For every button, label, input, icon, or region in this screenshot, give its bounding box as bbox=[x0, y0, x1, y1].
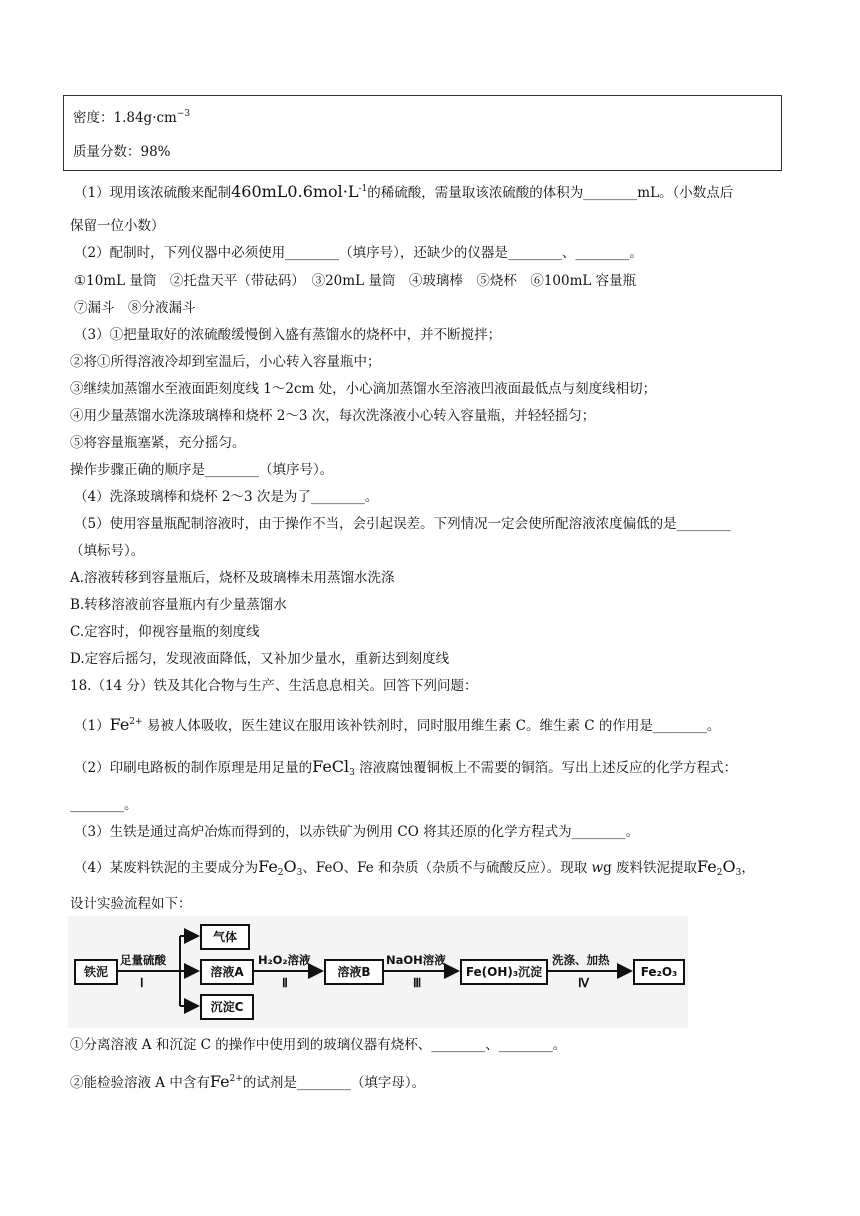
subscript: 3 bbox=[296, 868, 303, 878]
reagent-h2o2: H₂O₂溶液 bbox=[258, 953, 311, 967]
subscript: 2 bbox=[716, 868, 723, 878]
text: 易被人体吸收，医生建议在服用该补铁剂时，同时服用维生素 C。维生素 C 的作用是________。 bbox=[142, 718, 721, 734]
reagent-wash-heat: 洗涤、加热 bbox=[552, 953, 610, 967]
text: ， bbox=[741, 860, 755, 876]
subscript: 2 bbox=[277, 868, 284, 878]
formula: Fe bbox=[258, 857, 278, 876]
text: 溶液腐蚀覆铜板上不需要的铜箔。写出上述反应的化学方程式： bbox=[354, 760, 738, 776]
text: 、FeO、Fe 和杂质（杂质不与硫酸反应）。现取 bbox=[302, 860, 592, 876]
gas-box: 气体 bbox=[200, 924, 250, 950]
q17-option-b: B.转移溶液前容量瓶内有少量蒸馏水 bbox=[70, 597, 287, 613]
iron-oxide-box: Fe₂O₃ bbox=[633, 959, 685, 985]
reagent-naoh: NaOH溶液 bbox=[386, 953, 446, 967]
formula: O bbox=[283, 857, 297, 876]
solution-a-box: 溶液A bbox=[200, 959, 254, 985]
q17-step5: ⑤将容量瓶塞紧，充分摇匀。 bbox=[70, 435, 246, 451]
q18-part4-line1 bbox=[74, 857, 755, 878]
formula: Fe bbox=[697, 857, 717, 876]
q18-part2-line1 bbox=[74, 757, 737, 778]
iron-hydroxide-box: Fe(OH)₃沉淀 bbox=[460, 959, 548, 985]
info-box bbox=[63, 95, 782, 171]
iron-sludge-box: 铁泥 bbox=[74, 959, 118, 985]
text: g 废料铁泥提取 bbox=[603, 860, 698, 876]
q17-option-c: C.定容时，仰视容量瓶的刻度线 bbox=[70, 624, 260, 640]
experiment-flow-diagram bbox=[68, 916, 688, 1028]
text: ②能检验溶液 A 中含有 bbox=[70, 1075, 210, 1091]
q18-part4-line2: 设计实验流程如下： bbox=[70, 896, 192, 912]
q17-part5-line2: （填标号）。 bbox=[70, 543, 145, 559]
step-4-label: Ⅳ bbox=[578, 976, 590, 990]
q17-order: 操作步骤正确的顺序是________（填序号）。 bbox=[70, 462, 334, 478]
ion-charge: 2+ bbox=[129, 717, 143, 727]
variable-w: w bbox=[591, 860, 604, 876]
step-3-label: Ⅲ bbox=[413, 976, 422, 990]
solution-b-box: 溶液B bbox=[324, 959, 384, 985]
step-1-label: Ⅰ bbox=[140, 976, 144, 990]
q17-step3: ③继续加蒸馏水至液面距刻度线 1～2cm 处，小心滴加蒸馏水至溶液凹液面最低点与刻度线相切； bbox=[70, 381, 657, 397]
text: （4）某废料铁泥的主要成分为 bbox=[74, 860, 259, 876]
density-exponent: −3 bbox=[176, 109, 191, 119]
subscript: 3 bbox=[735, 868, 742, 878]
q17-option-d: D.定容后摇匀，发现液面降低，又补加少量水，重新达到刻度线 bbox=[70, 651, 450, 667]
exponent: -1 bbox=[358, 184, 368, 194]
q18-part3: （3）生铁是通过高炉冶炼而得到的，以赤铁矿为例用 CO 将其还原的化学方程式为________。 bbox=[74, 824, 640, 840]
fecl3-formula: FeCl bbox=[312, 757, 350, 776]
q17-part1-line2: 保留一位小数） bbox=[70, 218, 165, 234]
q18-sub-test bbox=[70, 1072, 425, 1093]
formula: O bbox=[722, 857, 736, 876]
text: （1）现用该浓硫酸来配制 bbox=[74, 185, 232, 201]
concentration-formula: 460mL0.6mol·L bbox=[231, 182, 359, 201]
text: （1） bbox=[74, 718, 110, 734]
q18-sub-separation: ①分离溶液 A 和沉淀 C 的操作中使用到的玻璃仪器有烧杯、________、________。 bbox=[70, 1037, 567, 1053]
step-2-label: Ⅱ bbox=[282, 976, 288, 990]
q17-part4: （4）洗涤玻璃棒和烧杯 2～3 次是为了________。 bbox=[74, 489, 379, 505]
q17-part2: （2）配制时，下列仪器中必须使用________（填序号），还缺少的仪器是________、________。 bbox=[74, 245, 643, 261]
reagent-sulfuric-acid: 足量硫酸 bbox=[120, 953, 166, 967]
q17-step2: ②将①所得溶液冷却到室温后，小心转入容量瓶中； bbox=[70, 354, 381, 370]
text: （2）印刷电路板的制作原理是用足量的 bbox=[74, 760, 313, 776]
density-text: 密度：1.84g·cm bbox=[73, 110, 177, 126]
q17-options-line2: ⑦漏斗 ⑧分液漏斗 bbox=[74, 300, 196, 316]
precipitate-c-box: 沉淀C bbox=[200, 994, 254, 1020]
q18-part2-line2: ________。 bbox=[70, 797, 138, 813]
density-line bbox=[73, 108, 190, 128]
q17-step1: （3）①把量取好的浓硫酸缓慢倒入盛有蒸馏水的烧杯中，并不断搅拌； bbox=[74, 327, 502, 343]
mass-fraction-line: 质量分数：98% bbox=[73, 144, 171, 160]
iron-ion: Fe bbox=[209, 1072, 230, 1091]
text: 的试剂是________（填字母）。 bbox=[242, 1075, 426, 1091]
q17-part1-line1 bbox=[74, 182, 733, 203]
ion-charge: 2+ bbox=[229, 1074, 243, 1084]
text: 的稀硫酸，需量取该浓硫酸的体积为________mL。（小数点后 bbox=[367, 185, 734, 201]
q17-options-line1: ①10mL 量筒 ②托盘天平（带砝码） ③20mL 量筒 ④玻璃棒 ⑤烧杯 ⑥100mL 容量瓶 bbox=[74, 273, 637, 289]
q17-option-a: A.溶液转移到容量瓶后，烧杯及玻璃棒未用蒸馏水洗涤 bbox=[70, 570, 395, 586]
q18-part1 bbox=[74, 715, 720, 736]
q17-part5-line1: （5）使用容量瓶配制溶液时，由于操作不当，会引起误差。下列情况一定会使所配溶液浓度偏低的是________ bbox=[74, 516, 731, 532]
q18-title: 18.（14 分）铁及其化合物与生产、生活息息相关。回答下列问题： bbox=[70, 678, 478, 694]
subscript: 3 bbox=[349, 768, 355, 778]
iron-ion: Fe bbox=[109, 715, 130, 734]
q17-step4: ④用少量蒸馏水洗涤玻璃棒和烧杯 2～3 次，每次洗涤液小心转入容量瓶，并轻轻摇匀； bbox=[70, 408, 596, 424]
